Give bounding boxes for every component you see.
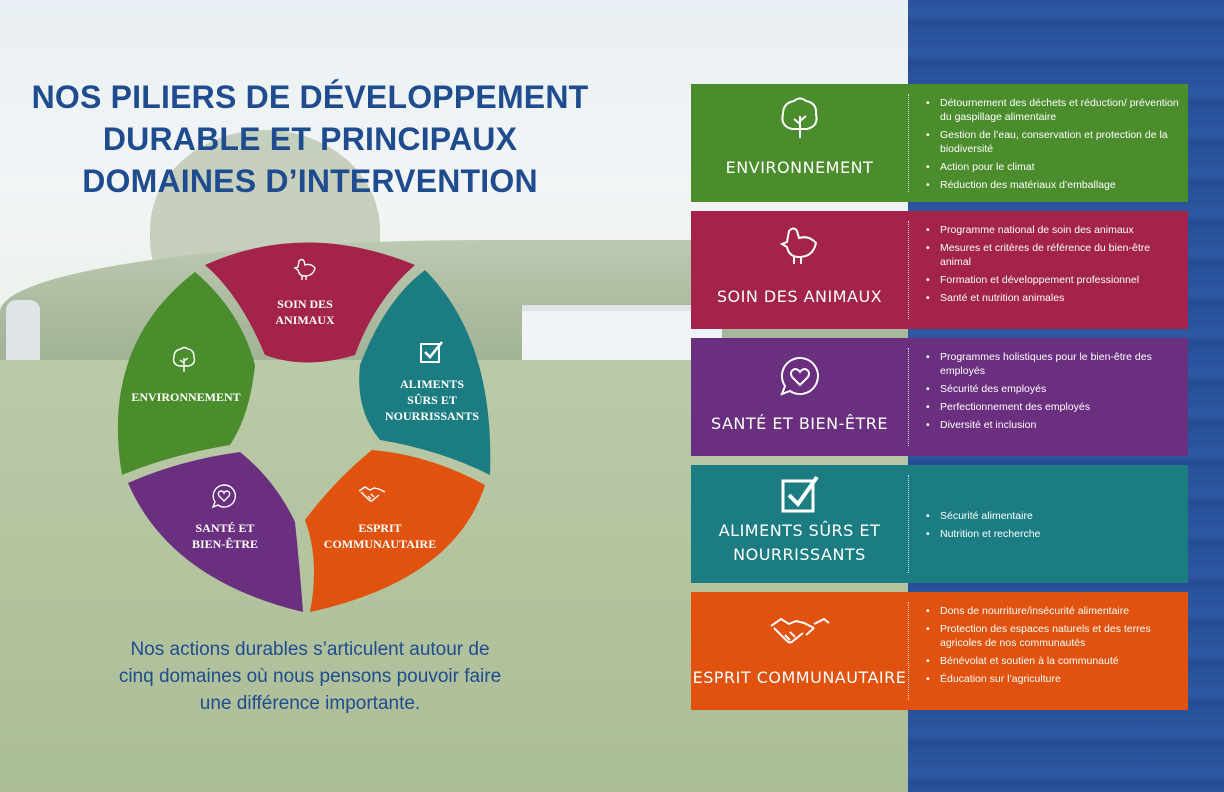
pillar-bullets: • Dons de nourriture/insécurité alimentaire • Protection des espaces naturels et des terres agricoles de nos communautés • Bénévolat et soutien à la communauté • Éducation sur l’agriculture: [924, 604, 1182, 690]
pillar-bullets: • Sécurité alimentaire • Nutrition et recherche: [924, 509, 1182, 545]
chicken-icon: [777, 223, 823, 269]
pillar-row-environnement: [691, 84, 1188, 202]
pillar-bullets: • Programmes holistiques pour le bien-être des employés • Sécurité des employés • Perfectionnement des employés • Diversité et inclusion: [924, 350, 1182, 436]
tree-icon: [777, 96, 823, 142]
wheel-label-sante: SANTÉ ET BIEN-ÊTRE: [191, 521, 259, 551]
heart-bubble-icon: [210, 482, 238, 510]
pillar-bullets: • Programme national de soin des animaux • Mesures et critères de référence du bien-être animal • Formation et développement professionnel • Santé et nutrition animales: [924, 223, 1182, 309]
tree-icon: [170, 346, 198, 374]
pillar-row-aliments: [691, 465, 1188, 583]
pillar-row-esprit: [691, 592, 1188, 710]
pillar-name: SOIN DES ANIMAUX: [716, 287, 883, 306]
handshake-icon: [769, 608, 831, 654]
heart-bubble-icon: [777, 354, 823, 400]
pillar-name: SANTÉ ET BIEN-ÊTRE: [711, 414, 888, 433]
pillars-wheel: [110, 230, 500, 620]
pillar-name: ESPRIT COMMUNAUTAIRE: [692, 668, 907, 687]
pillar-bullets: • Détournement des déchets et réduction/ prévention du gaspillage alimentaire • Gestion de l’eau, conservation et protection de la biodiversité • Action pour le climat • Réduction des matériaux d’emballage: [924, 96, 1182, 196]
handshake-icon: [358, 480, 386, 508]
wheel-label-environnement: ENVIRONNEMENT: [131, 390, 241, 404]
pillar-row-soin: [691, 211, 1188, 329]
pillar-name: ENVIRONNEMENT: [725, 158, 874, 177]
page-title: NOS PILIERS DE DÉVELOPPEMENT DURABLE ET PRINCIPAUX DOMAINES D’INTERVENTION: [31, 79, 589, 199]
tagline: Nos actions durables s’articulent autour de cinq domaines où nous pensons pouvoir faire une différence importante.: [118, 639, 502, 714]
pillar-name: ALIMENTS SÛRS ET NOURRISSANTS: [718, 521, 881, 564]
checkbox-icon: [777, 471, 823, 517]
wheel-label-soin: SOIN DES ANIMAUX: [275, 297, 335, 327]
pillar-row-sante: [691, 338, 1188, 456]
checkbox-icon: [418, 338, 446, 366]
wheel-label-esprit: ESPRIT COMMUNAUTAIRE: [323, 521, 437, 551]
wheel-label-aliments: ALIMENTS SÛRS ET NOURRISSANTS: [384, 377, 480, 423]
chicken-icon: [291, 255, 319, 283]
